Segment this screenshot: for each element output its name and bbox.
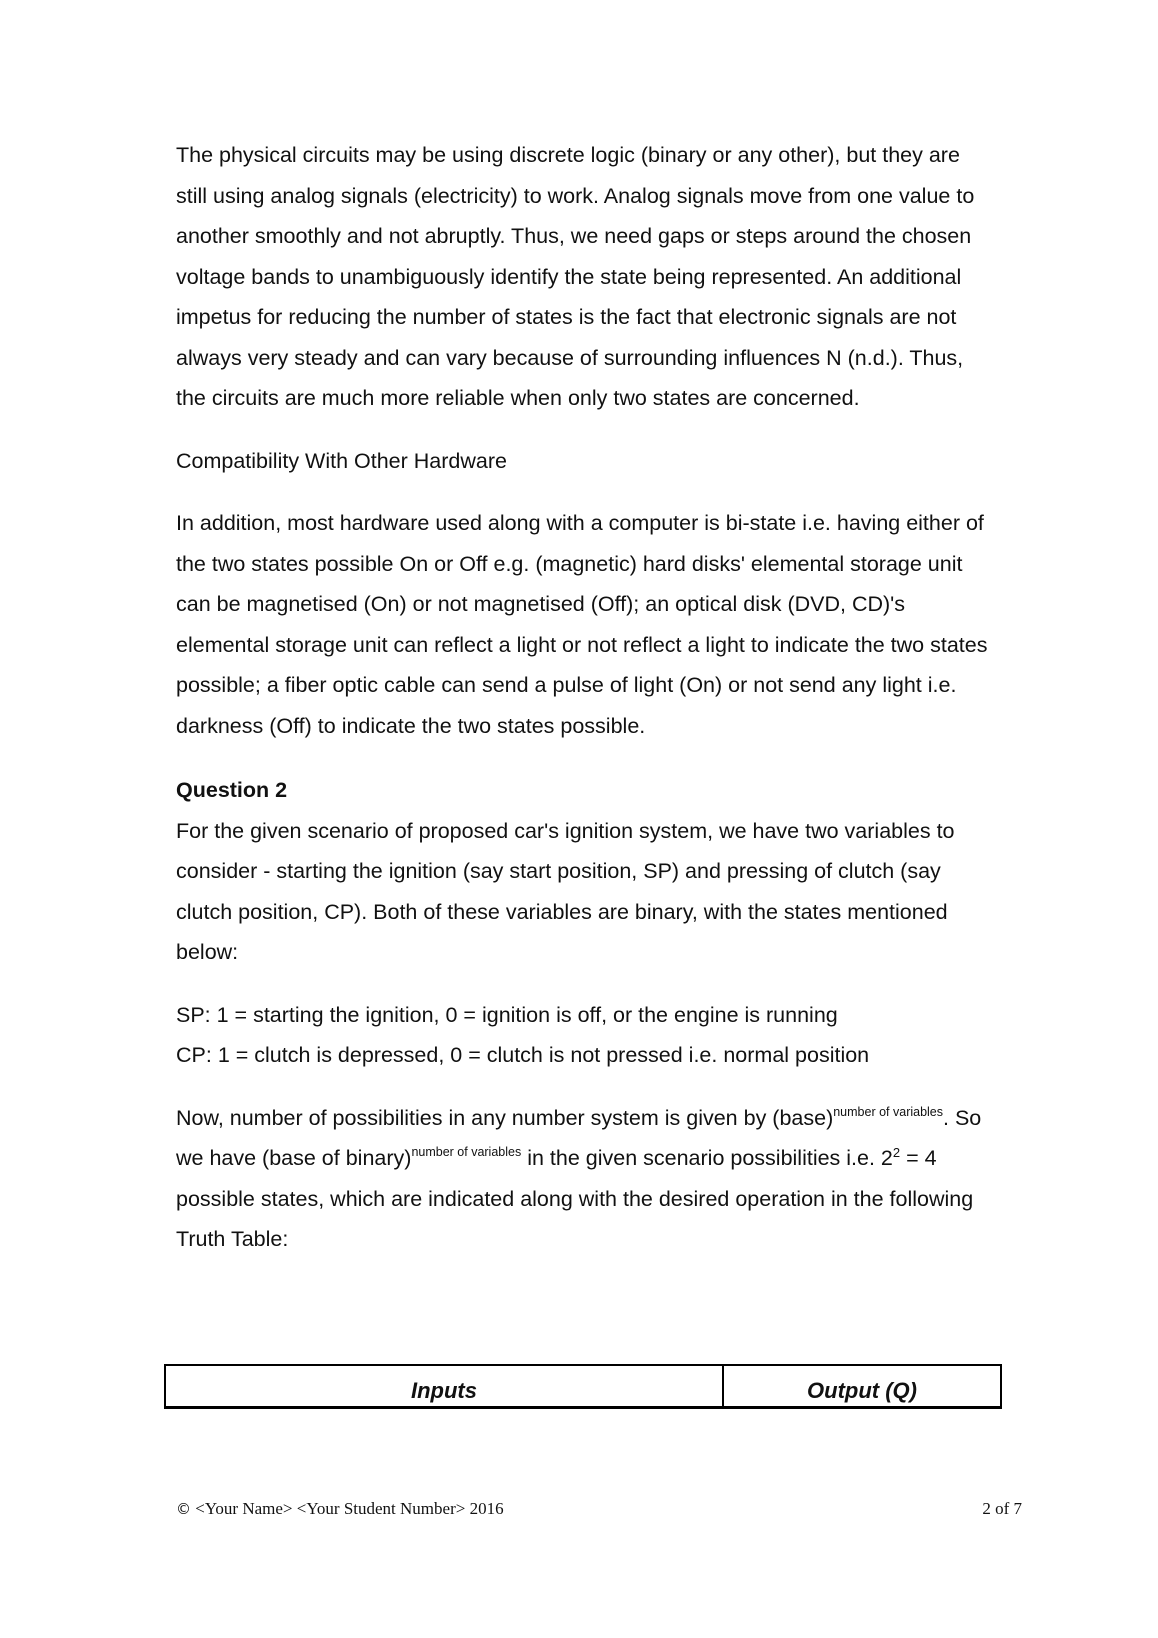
page-number: 2 of 7 xyxy=(982,1499,1022,1518)
superscript-exponent: 2 xyxy=(892,1145,901,1160)
possibilities-text-part4: = 4 possible states, which are indicated along with the desired operation in the following Truth Table: xyxy=(176,1146,974,1251)
cp-states-line: CP: 1 = clutch is depressed, 0 = clutch is not pressed i.e. normal position xyxy=(176,1043,870,1067)
footer-author-text: <Your Name> <Your Student Number> 2016 xyxy=(195,1499,504,1518)
possibilities-text-part1: Now, number of possibilities in any number system is given by (base) xyxy=(176,1105,834,1130)
variable-states-block xyxy=(176,995,996,1076)
question-heading: Question 2 xyxy=(176,778,288,802)
copyright-icon: © xyxy=(176,1500,191,1518)
paragraph-ignition-scenario: For the given scenario of proposed car's ignition system, we have two variables to consider - starting the ignition (say start position, SP) and pressing of clutch (say clutch position, CP). Both of these variables are binary, with the states mentioned below: xyxy=(176,818,955,964)
paragraph-analog-signals: The physical circuits may be using discrete logic (binary or any other), but they are still using analog signals (electricity) to work. Analog signals move from one value to another smoothly and not abruptly. Thus, we need gaps or steps around the chosen voltage bands to unambiguously identify the state being represented. An additional impetus for reducing the number of states is the fact that electronic signals are not always very steady and can vary because of surrounding influences N (n.d.). Thus, the circuits are much more reliable when only two states are concerned. xyxy=(176,143,975,410)
paragraph-hardware-compatibility: In addition, most hardware used along with a computer is bi-state i.e. having either of the two states possible On or Off e.g. (magnetic) hard disks' elemental storage unit can be magnetised (On) or not magnetised (Off); an optical disk (DVD, CD)'s elemental storage unit can reflect a light or not reflect a light to indicate the two states possible; a fiber optic cable can send a pulse of light (On) or not send any light i.e. darkness (Off) to indicate the two states possible. xyxy=(176,511,988,738)
possibilities-text-part2: . So we have (base of binary) xyxy=(176,1105,982,1170)
page-footer xyxy=(176,1497,1022,1521)
truth-table-header-output: Output (Q) xyxy=(723,1365,1001,1408)
page-content xyxy=(176,135,996,1260)
superscript-number-of-variables-2: number of variables xyxy=(411,1145,522,1159)
truth-table-header-row xyxy=(165,1365,1001,1408)
footer-copyright xyxy=(176,1497,504,1521)
possibilities-text-part3: in the given scenario possibilities i.e. 2 xyxy=(521,1146,893,1170)
section-subheading: Compatibility With Other Hardware xyxy=(176,448,507,473)
truth-table xyxy=(164,1364,1002,1409)
paragraph-possibilities xyxy=(176,1098,996,1260)
truth-table-header-inputs: Inputs xyxy=(165,1365,723,1408)
sp-states-line: SP: 1 = starting the ignition, 0 = ignition is off, or the engine is running xyxy=(176,1002,838,1027)
superscript-number-of-variables-1: number of variables xyxy=(833,1104,944,1119)
